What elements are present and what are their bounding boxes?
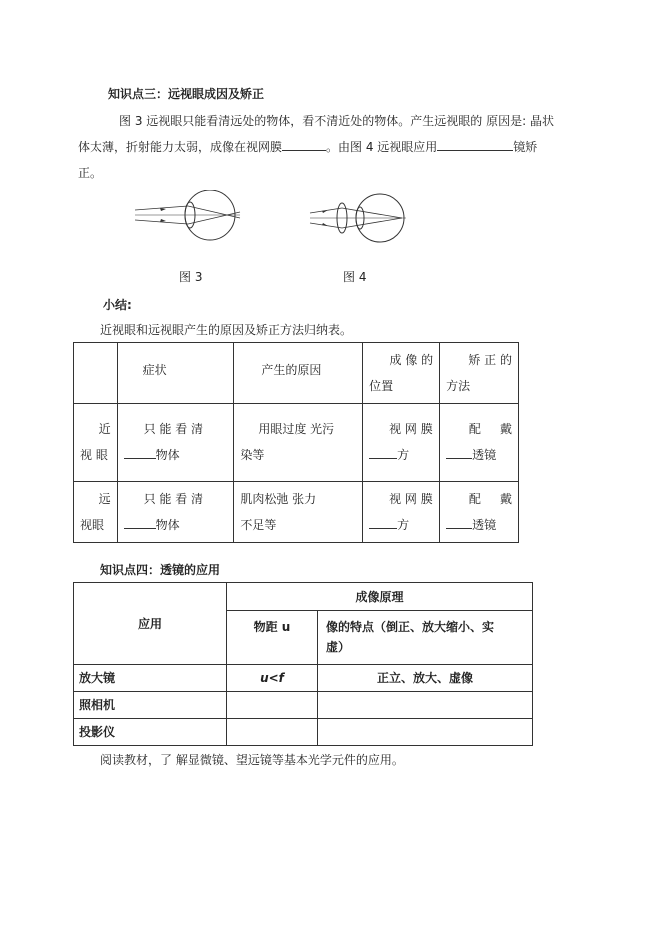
position-line1: 视 网 膜	[389, 422, 433, 436]
header-empty-cell	[74, 343, 118, 404]
answer-blank-image-position	[282, 138, 326, 151]
row-name-cell	[74, 404, 118, 482]
section3-paragraph-line3: 正。	[78, 166, 103, 180]
cause-line2: 不足等	[240, 518, 277, 532]
app-name: 放大镜	[74, 665, 227, 692]
header-symptom: 症状	[117, 343, 234, 404]
row-name-line2: 视 眼	[80, 448, 108, 462]
summary-table	[73, 342, 519, 543]
position-line2: 方	[397, 448, 410, 462]
app-distance	[227, 692, 318, 719]
answer-blank-lens-type	[437, 138, 513, 151]
header-method-line1: 矫 正 的	[468, 353, 512, 367]
app-features: 正立、放大、虚像	[318, 665, 533, 692]
symptom-line1: 只 能 看 清	[143, 492, 204, 506]
method-line2: 透镜	[472, 448, 497, 462]
row-name-line2: 视眼	[80, 518, 105, 532]
summary-table-header-row	[74, 343, 519, 404]
app-features	[318, 719, 533, 746]
table-row-nearsighted	[74, 404, 519, 482]
symptom-line2: 物体	[155, 448, 180, 462]
principle-header-row	[74, 583, 533, 611]
figure3-caption: 图 3	[179, 270, 203, 284]
position-cell	[363, 404, 440, 482]
answer-blank	[124, 446, 156, 459]
header-position-line1: 成 像 的	[389, 353, 434, 367]
method-line1: 配 戴	[468, 492, 512, 506]
header-image-position	[363, 343, 440, 404]
symptom-line2: 物体	[155, 518, 180, 532]
figure4-caption: 图 4	[343, 270, 367, 284]
header-application: 应用	[74, 583, 227, 665]
summary-heading: 小结:	[103, 298, 132, 312]
symptom-line1: 只 能 看 清	[143, 422, 204, 436]
table-row-projector	[74, 719, 533, 746]
cause-line1: 用眼过度 光污	[258, 422, 335, 436]
figure3-farsighted-eye-diagram	[130, 190, 245, 245]
header-imaging-principle: 成像原理	[227, 583, 533, 611]
section4-footer: 阅读教材，了 解显微镜、望远镜等基本光学元件的应用。	[100, 753, 404, 767]
position-line1: 视 网 膜	[389, 492, 433, 506]
position-cell	[363, 482, 440, 543]
header-cause: 产生的原因	[234, 343, 363, 404]
cause-cell	[234, 482, 363, 543]
header-features-line2: 虚）	[326, 640, 351, 654]
para-line2-c: 镜矫	[513, 140, 538, 154]
symptom-cell	[117, 482, 234, 543]
method-line2: 透镜	[472, 518, 497, 532]
answer-blank	[124, 516, 156, 529]
lens-application-table	[73, 582, 533, 746]
header-correction-method	[440, 343, 519, 404]
app-name: 投影仪	[74, 719, 227, 746]
row-name-cell	[74, 482, 118, 543]
answer-blank	[369, 446, 397, 459]
section3-heading: 知识点三：远视眼成因及矫正	[108, 87, 265, 101]
table-row-magnifier	[74, 665, 533, 692]
app-name: 照相机	[74, 692, 227, 719]
cause-line2: 染等	[240, 448, 265, 462]
app-distance: u<f	[227, 665, 318, 692]
section3-paragraph-line1: 图 3 远视眼只能看清远处的物体，看不清近处的物体。产生远视眼的 原因是: 晶状	[119, 114, 554, 128]
method-line1: 配 戴	[468, 422, 512, 436]
para-line2-a: 体太薄，折射能力太弱，成像在视网膜	[78, 140, 283, 154]
answer-blank	[369, 516, 397, 529]
answer-blank	[446, 446, 472, 459]
cause-cell	[234, 404, 363, 482]
table-row-camera	[74, 692, 533, 719]
header-method-line2: 方法	[446, 379, 471, 393]
header-object-distance: 物距 u	[227, 611, 318, 665]
method-cell	[440, 404, 519, 482]
row-name-line1: 近	[98, 422, 111, 436]
row-name-line1: 远	[98, 492, 111, 506]
header-position-line2: 位置	[369, 379, 394, 393]
header-features-line1: 像的特点（倒正、放大缩小、实	[326, 620, 495, 634]
app-distance	[227, 719, 318, 746]
position-line2: 方	[397, 518, 410, 532]
symptom-cell	[117, 404, 234, 482]
section4-heading: 知识点四：透镜的应用	[100, 563, 221, 577]
method-cell	[440, 482, 519, 543]
app-features	[318, 692, 533, 719]
figure4-corrected-eye-diagram	[308, 193, 408, 248]
para-line2-b: 。由图 4 远视眼应用	[326, 140, 438, 154]
table-row-farsighted	[74, 482, 519, 543]
header-image-features	[318, 611, 533, 665]
cause-line1: 肌肉松弛 张力	[240, 492, 317, 506]
answer-blank	[446, 516, 472, 529]
section3-paragraph-line2	[78, 138, 537, 155]
summary-intro: 近视眼和远视眼产生的原因及矫正方法归纳表。	[100, 323, 353, 337]
